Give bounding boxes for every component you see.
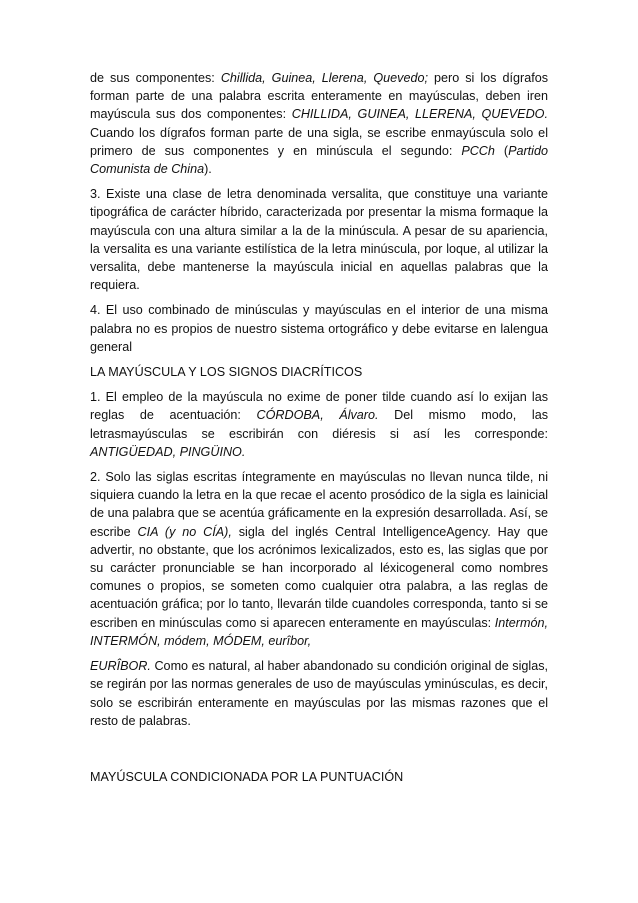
italic-run: PCCh [461,143,495,158]
section-heading-puntuacion [90,768,548,786]
text-run: sigla del inglés Central IntelligenceAgency. Hay que advertir, no obstante, que los acrónimos lexicalizados, esto es, las siglas que por su carácter pronunciable se han incorporado al léxicogeneral como nombres comunes o propios, se someten como cualquier otra palabra, a las reglas de acentuación gráfica; por lo tanto, llevarán tilde cuandoles corresponda, tanto si se escriben en minúsculas como si aparecen enteramente en mayúsculas: [90,524,548,630]
italic-run: Partido Comunista de China [90,143,548,177]
text-run: Del mismo modo, las letrasmayúsculas se escribirán con diéresis si así les corresponde: [90,408,548,441]
paragraph-uso-combinado [90,301,548,356]
text-run: ). [204,162,212,177]
italic-run: CIA (y no CÍA), [137,524,232,539]
heading-text: LA MAYÚSCULA Y LOS SIGNOS DIACRÍTICOS [90,365,363,380]
italic-run: Chillida, Guinea, Llerena, Quevedo; [220,71,428,85]
paragraph-digrafos [90,69,548,178]
text-run: 1. El empleo de la mayúscula no exime de poner tilde cuando así lo exijan las reglas de acentuación: [90,390,548,423]
italic-run: Intermón, INTERMÓN, módem, MÓDEM, eurîbor, [90,615,548,648]
text-run: pero si los dígrafos forman parte de una palabra escrita enteramente en mayúsculas, deben iren mayúscula sus dos componentes: [90,71,549,122]
italic-run: CHILLIDA, GUINEA, LLERENA, QUEVEDO. [291,107,548,122]
paragraph-siglas [90,468,548,650]
italic-run: CÓRDOBA, Álvaro. [256,408,379,423]
italic-run: ANTIGÜEDAD, PINGÜINO. [90,444,246,459]
text-run: Como es natural, al haber abandonado su condición original de siglas, se regirán por las normas generales de uso de mayúsculas yminúsculas, es decir, solo se escribirán enteramente en mayúsculas por las mismas razones que el resto de palabras. [90,659,548,728]
heading-text: MAYÚSCULA CONDICIONADA POR LA PUNTUACIÓN [90,769,404,784]
text-run: 3. Existe una clase de letra denominada versalita, que constituye una variante tipográfica de carácter híbrido, caracterizada por presentar la misma formaque la mayúscula con una altura similar a la de la minúscula. A pesar de su apariencia, la versalita es una variante estilística de la letra minúscula, por loque, al utilizar la versalita, debe mantenerse la mayúscula inicial en aquellas palabras que la requiera. [90,187,548,293]
paragraph-euribor [90,657,548,730]
italic-run: EURÎBOR. [90,659,151,674]
section-heading-diacriticos [90,363,548,381]
document-body [90,69,548,793]
paragraph-versalita [90,185,548,294]
text-run: Cuando los dígrafos forman parte de una sigla, se escribe enmayúscula solo el primero de sus componentes y en minúscula el segundo: [90,125,548,158]
text-run: 4. El uso combinado de minúsculas y mayúsculas en el interior de una misma palabra no es propios de nuestro sistema ortográfico y debe evitarse en lalengua general [90,303,548,354]
text-run: ( [494,143,509,158]
text-run: de sus componentes: [90,71,221,85]
paragraph-tilde [90,388,548,461]
text-run: 2. Solo las siglas escritas íntegramente en mayúsculas no llevan nunca tilde, ni siquiera cuando la letra en la que recae el acento prosódico de la sigla es lainicial de una palabra que se acentúa gráficamente en la expresión desarrollada. Así, se escribe [90,470,548,539]
